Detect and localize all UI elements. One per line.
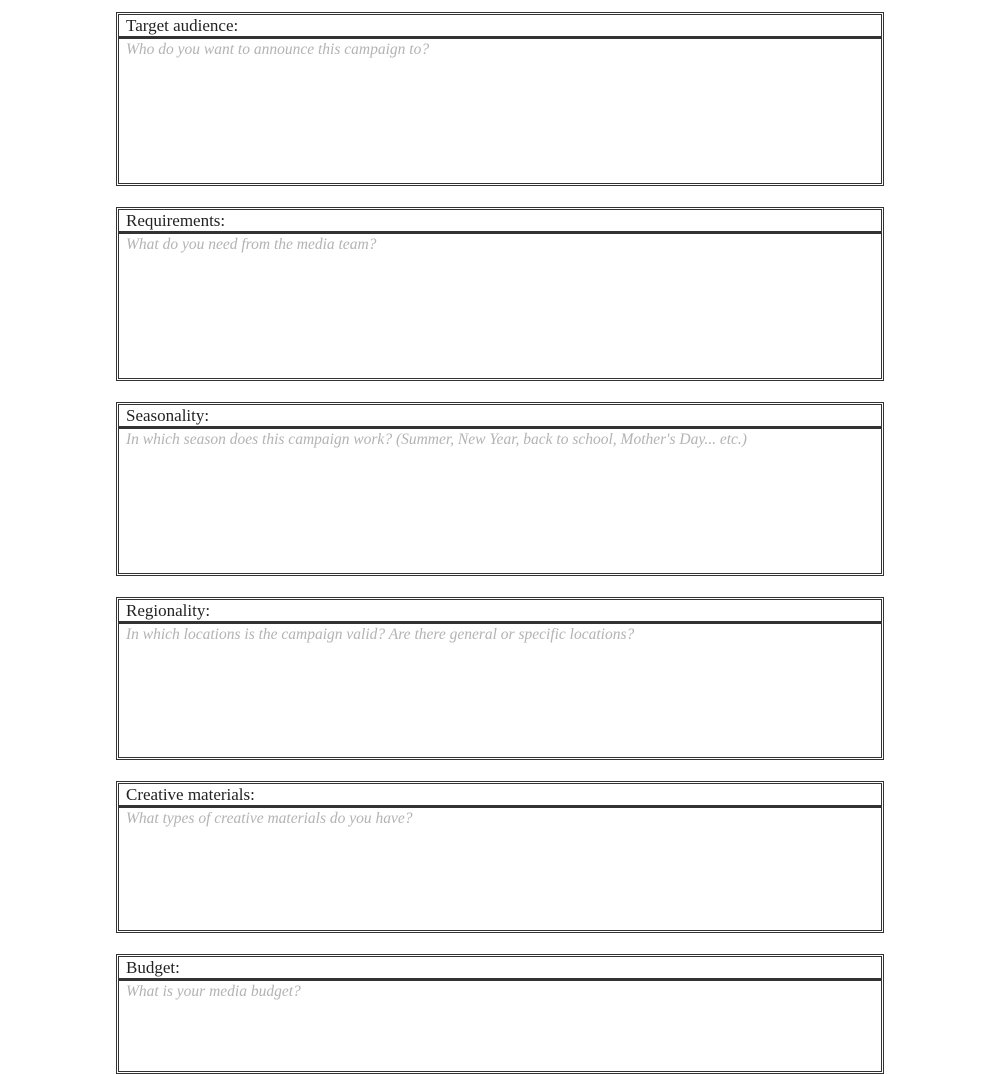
budget-field[interactable]: What is your media budget? [126,983,301,1000]
section-label: Budget: [119,957,881,981]
section-label: Target audience: [119,15,881,39]
section-seasonality [116,402,884,576]
seasonality-field[interactable]: In which season does this campaign work? (Summer, New Year, back to school, Mother's Day... etc.) [126,431,747,448]
section-target-audience [116,12,884,186]
section-label: Regionality: [119,600,881,624]
regionality-field[interactable]: In which locations is the campaign valid? Are there general or specific locations? [126,626,635,643]
target-audience-field[interactable]: Who do you want to announce this campaign to? [126,41,430,58]
section-requirements [116,207,884,381]
section-creative-materials [116,781,884,933]
section-budget [116,954,884,1074]
creative-materials-field[interactable]: What types of creative materials do you have? [126,810,413,827]
requirements-field[interactable]: What do you need from the media team? [126,236,377,253]
section-label: Seasonality: [119,405,881,429]
section-regionality [116,597,884,760]
section-label: Requirements: [119,210,881,234]
section-label: Creative materials: [119,784,881,808]
